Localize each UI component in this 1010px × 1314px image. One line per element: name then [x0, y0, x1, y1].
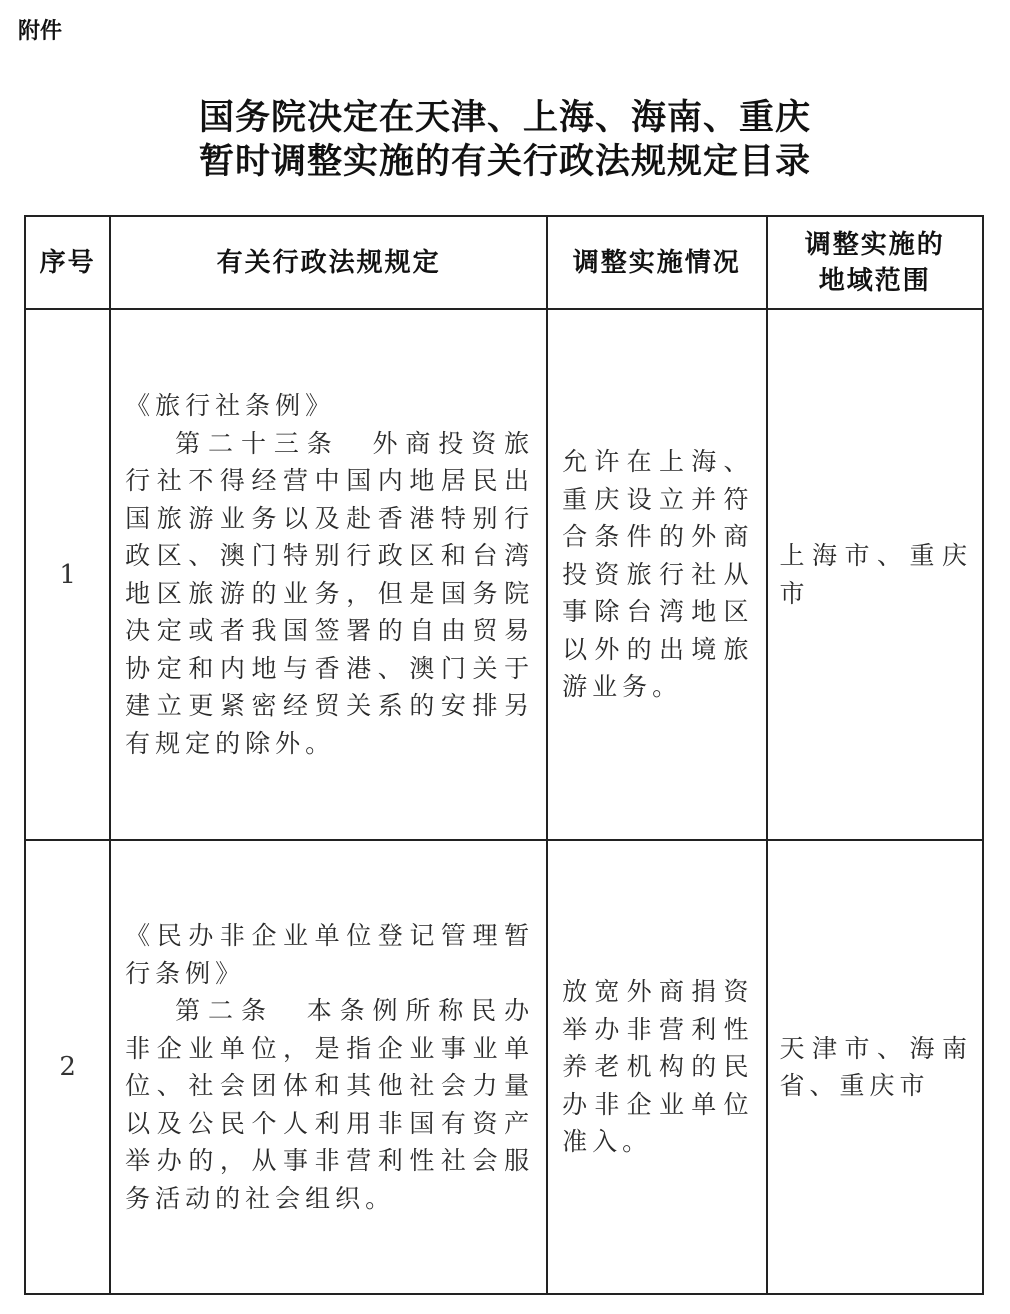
header-adjustment: 调整实施情况 — [547, 216, 766, 309]
region-cell: 天津市、海南省、重庆市 — [767, 840, 983, 1294]
adjustment-cell: 允许在上海、重庆设立并符合条件的外商投资旅行社从事除台湾地区以外的出境旅游业务。 — [547, 309, 766, 840]
header-region — [767, 216, 983, 309]
document-title-line-2: 暂时调整实施的有关行政法规规定目录 — [198, 141, 811, 182]
row-index: 2 — [25, 840, 110, 1294]
table-row — [25, 309, 983, 840]
adjustment-cell: 放宽外商捐资举办非营利性养老机构的民办非企业单位准入。 — [547, 840, 766, 1294]
regulation-name: 《旅行社条例》 — [125, 391, 336, 420]
table-row — [25, 840, 983, 1294]
header-regulation: 有关行政法规规定 — [110, 216, 547, 309]
row-index: 1 — [25, 309, 110, 840]
table-header-row — [25, 216, 983, 309]
header-index: 序号 — [25, 216, 110, 309]
regulation-catalog-table — [24, 215, 984, 1295]
regulation-name: 《民办非企业单位登记管理暂行条例》 — [125, 921, 535, 988]
regulation-article: 第二条 本条例所称民办非企业单位，是指企业事业单位、社会团体和其他社会力量以及公民个人利用非国有资产举办的，从事非营利性社会服务活动的社会组织。 — [125, 996, 535, 1213]
regulation-cell — [110, 840, 547, 1294]
document-title-line-1: 国务院决定在天津、上海、海南、重庆 — [198, 97, 811, 138]
regulation-cell — [110, 309, 547, 840]
region-cell: 上海市、重庆市 — [767, 309, 983, 840]
header-region-text: 调整实施的地域范围 — [804, 229, 945, 296]
attachment-label: 附件 — [18, 19, 63, 44]
regulation-article: 第二十三条 外商投资旅行社不得经营中国内地居民出国旅游业务以及赴香港特别行政区、澳门特别行政区和台湾地区旅游的业务，但是国务院决定或者我国签署的自由贸易协定和内地与香港、澳门关于建立更紧密经贸关系的安排另有规定的除外。 — [125, 428, 535, 758]
